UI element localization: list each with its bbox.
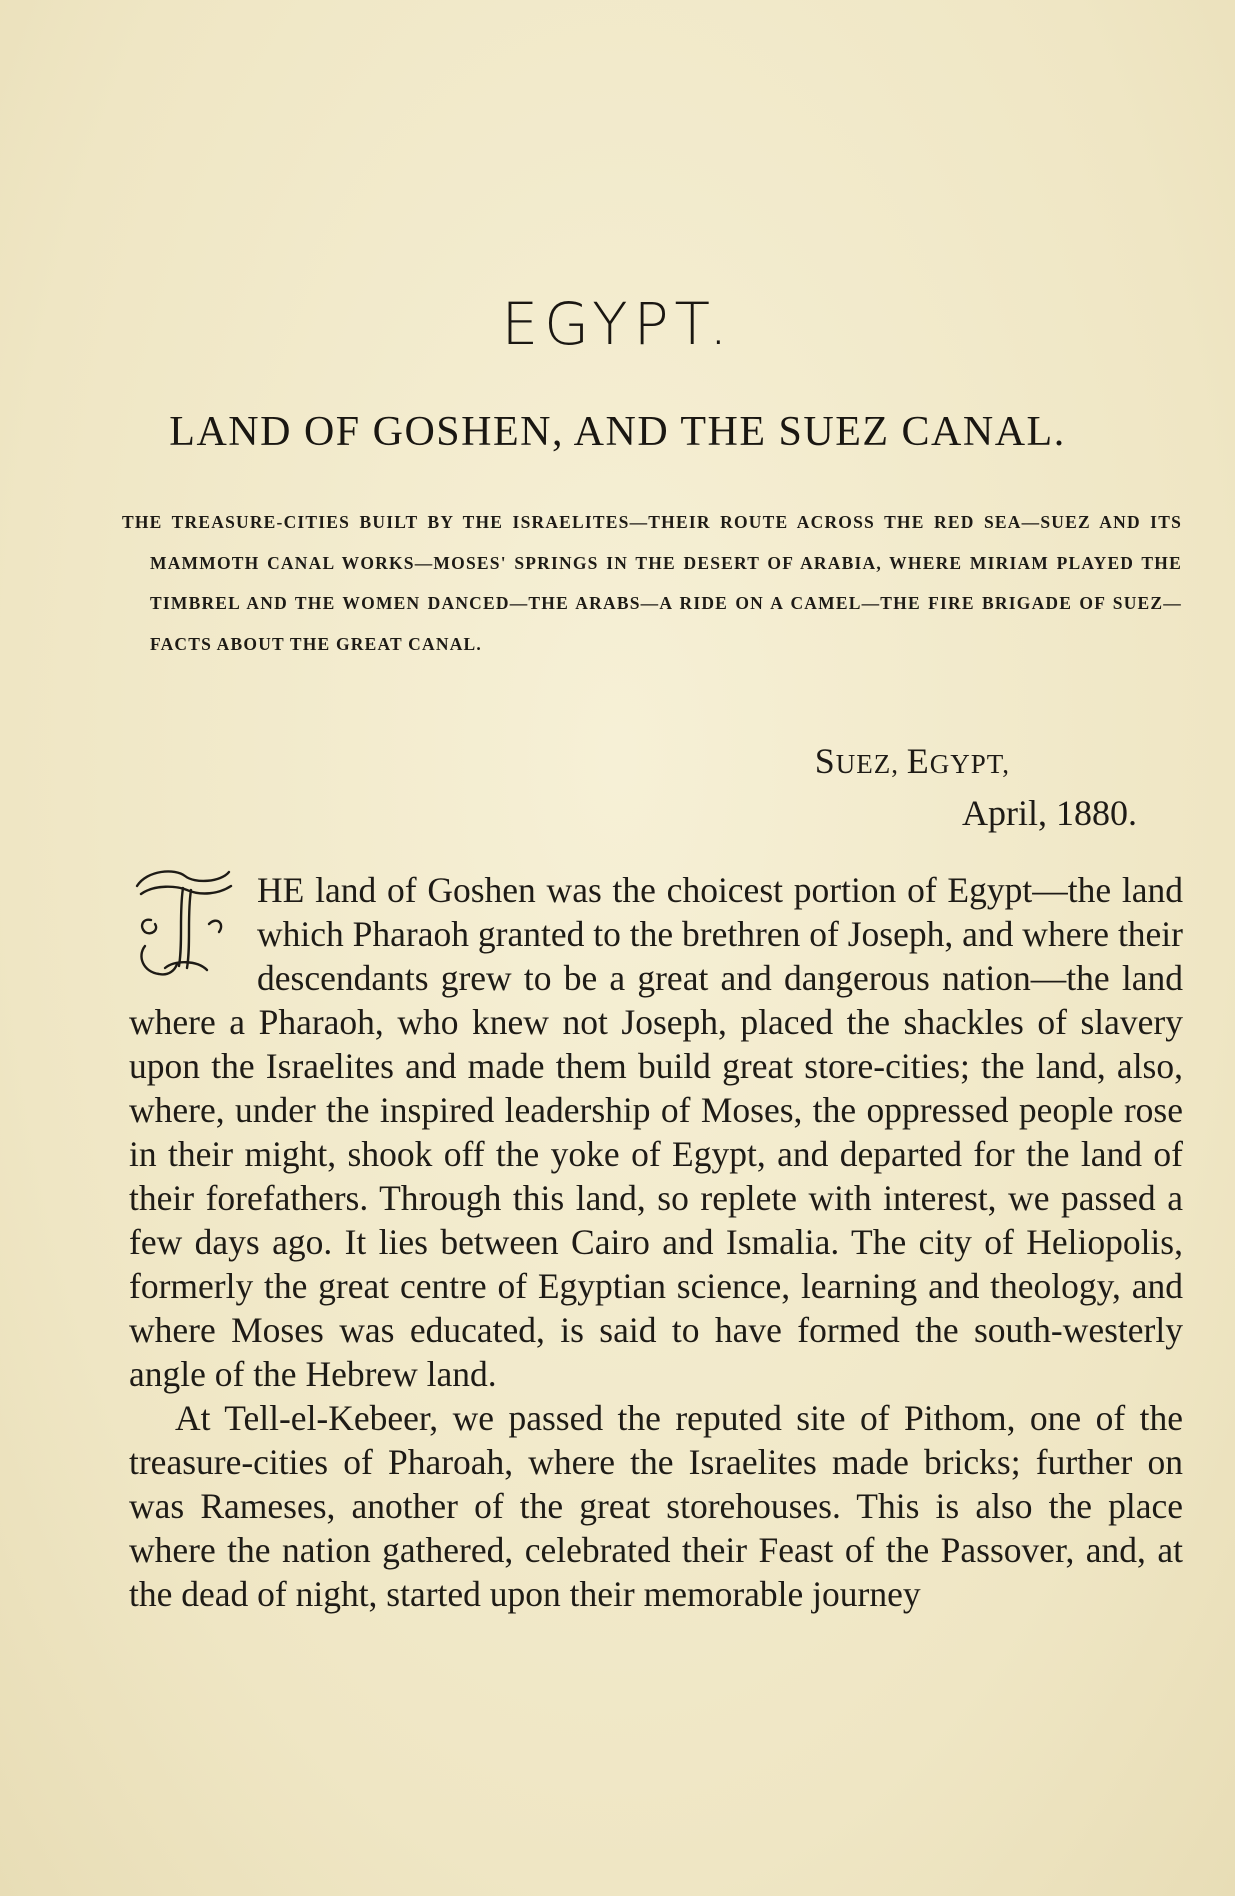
drop-cap-ornament	[125, 864, 247, 982]
chapter-subtitle: LAND OF GOSHEN, AND THE SUEZ CANAL.	[169, 409, 1066, 455]
paragraph-1-text: HE land of Goshen was the choicest portion of Egypt—the land which Pharaoh granted to the brethren of Joseph, and where their descendants grew to be a great and dangerous nation—the land where a Pharaoh, who knew not Joseph, placed the shackles of slavery upon the Israelites and made them build great store-cities; the land, also, where, under the inspired leadership of Moses, the oppressed people rose in their might, shook off the yoke of Egypt, and departed for the land of their forefathers. Through this land, so replete with interest, we passed a few days ago. It lies between Cairo and Ismalia. The city of Heliopolis, formerly the great centre of Egyptian science, learning and theology, and where Moses was educated, is said to have formed the south-westerly angle of the Hebrew land.	[129, 870, 1183, 1394]
dateline-place: SUEZ, EGYPT,	[814, 741, 1010, 781]
paragraph-2: At Tell-el-Kebeer, we passed the reputed site of Pithom, one of the treasure-cities of Pharoah, where the Israelites made bricks; further on was Rameses, another of the great storehouses. This is also the place where the nation gathered, celebrated their Feast of the Passover, and, at the dead of night, started upon their memorable journey	[129, 1398, 1183, 1614]
chapter-summary-text: THE TREASURE-CITIES BUILT BY THE ISRAELITES—THEIR ROUTE ACROSS THE RED SEA—SUEZ AND ITS MAMMOTH CANAL WORKS—MOSES' SPRINGS IN THE DESERT OF ARABIA, WHERE MIRIAM PLAYED THE TIMBREL AND THE WOMEN DANCED—THE ARABS—A RIDE ON A CAMEL—THE FIRE BRIGADE OF SUEZ—FACTS ABOUT THE GREAT CANAL.	[122, 512, 1182, 654]
chapter-summary	[122, 502, 1182, 664]
dateline-date: April, 1880.	[962, 793, 1137, 833]
body-text	[129, 868, 1183, 1616]
ornamental-t-icon	[125, 864, 247, 982]
chapter-title: EGYPT.	[501, 290, 734, 358]
paragraph-1	[129, 868, 1183, 1396]
